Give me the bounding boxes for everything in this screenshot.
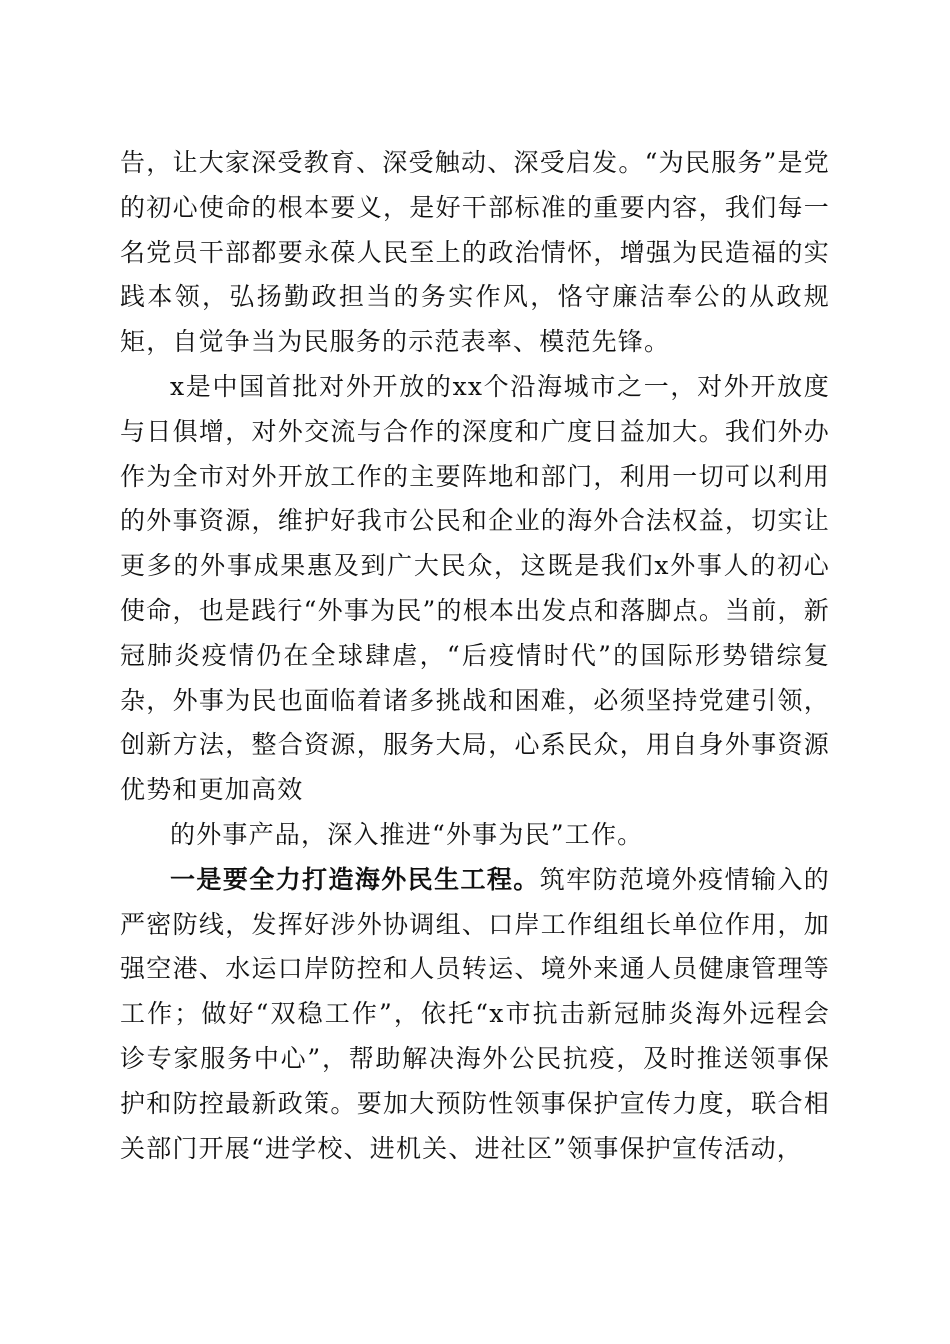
paragraph-4-text: 筑牢防范境外疫情输入的严密防线，发挥好涉外协调组、口岸工作组组长单位作用，加强空港、水运口岸防控和人员转运、境外来通人员健康管理等工作；做好“双稳工作”，依托“x市抗击新冠肺炎海外远程会诊专家服务中心”，帮助解决海外公民抗疫，及时推送领事保护和防控最新政策。要加大预防性领事保护宣传力度，联合相关部门开展“进学校、进机关、进社区”领事保护宣传活动， — [120, 864, 830, 1163]
paragraph-2: x是中国首批对外开放的xx个沿海城市之一，对外开放度与日俱增，对外交流与合作的深度和广度日益加大。我们外办作为全市对外开放工作的主要阵地和部门，利用一切可以利用的外事资源，维护好我市公民和企业的海外合法权益，切实让更多的外事成果惠及到广大民众，这既是我们x外事人的初心使命，也是践行“外事为民”的根本出发点和落脚点。当前，新冠肺炎疫情仍在全球肆虐，“后疫情时代”的国际形势错综复杂，外事为民也面临着诸多挑战和困难，必须坚持党建引领，创新方法，整合资源，服务大局，心系民众，用自身外事资源优势和更加高效 — [120, 371, 830, 805]
paragraph-4-lead: 一是要全力打造海外民生工程。 — [170, 864, 540, 894]
document-body — [120, 141, 830, 1171]
paragraph-3: 的外事产品，深入推进“外事为民”工作。 — [170, 819, 644, 849]
paragraph-1: 告，让大家深受教育、深受触动、深受启发。“为民服务”是党的初心使命的根本要义，是好干部标准的重要内容，我们每一名党员干部都要永葆人民至上的政治情怀，增强为民造福的实践本领，弘扬勤政担当的务实作风，恪守廉洁奉公的从政规矩，自觉争当为民服务的示范表率、模范先锋。 — [120, 148, 830, 357]
paragraph-4 — [120, 858, 830, 1172]
